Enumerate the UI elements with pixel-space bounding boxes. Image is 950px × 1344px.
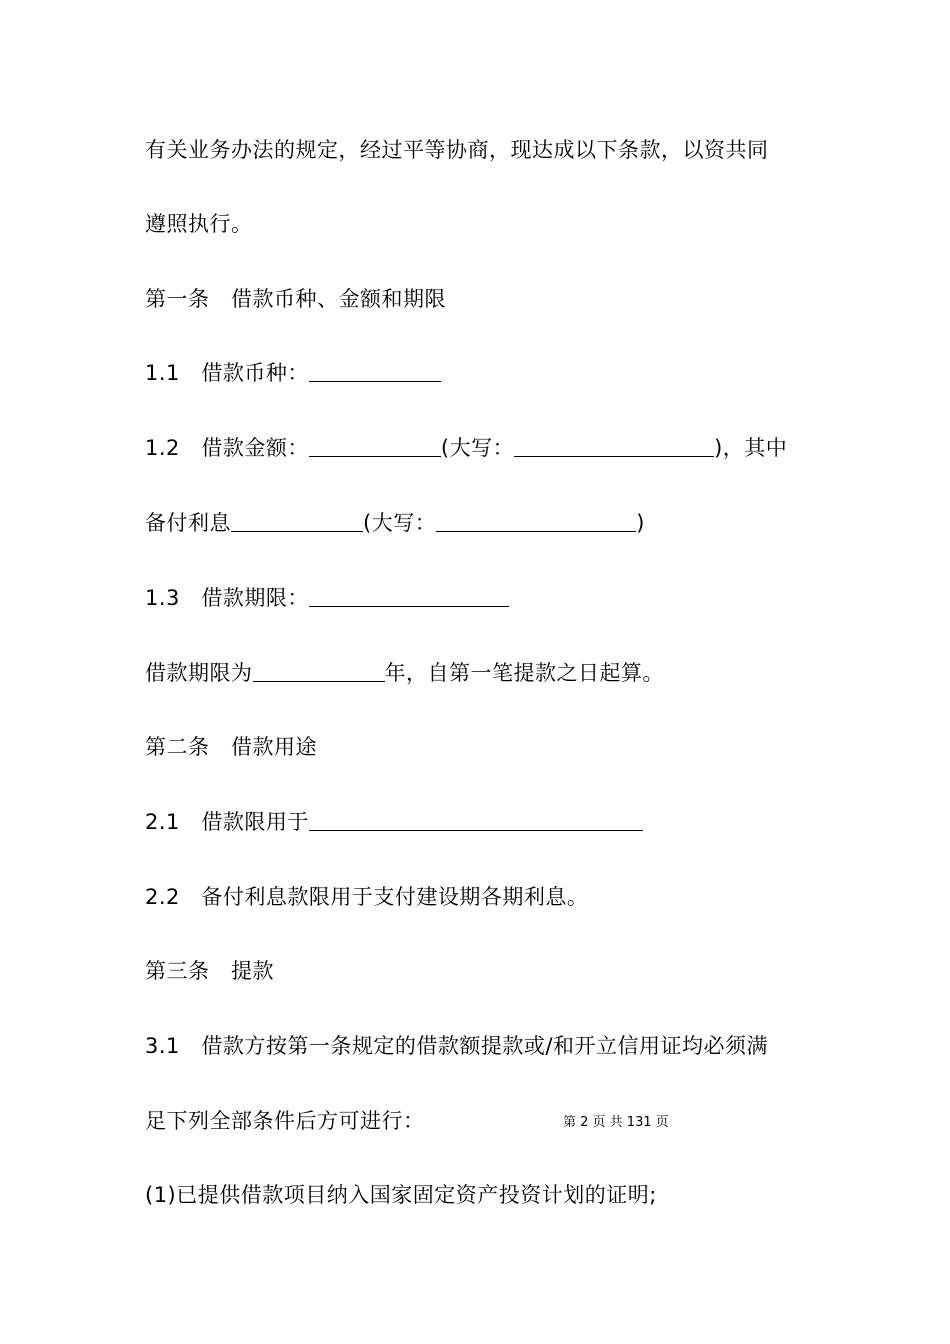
clause-1-1-label: 1.1 借款币种： <box>145 361 309 385</box>
amount-uppercase-blank <box>514 434 714 457</box>
currency-blank <box>309 359 441 382</box>
condition-1: (1)已提供借款项目纳入国家固定资产投资计划的证明; <box>145 1183 657 1207</box>
article-3-heading: 第三条 提款 <box>145 959 274 983</box>
uppercase-label: (大写： <box>440 436 515 460</box>
clause-1-2-tail: )，其中 <box>714 436 788 460</box>
paragraph-line: 遵照执行。 <box>145 212 253 236</box>
clause-1-2 <box>145 434 787 462</box>
article-2-heading: 第二条 借款用途 <box>145 735 317 759</box>
page-number: 第 2 页 共 131 页 <box>563 1115 669 1130</box>
term-years-label: 借款期限为 <box>145 661 253 685</box>
clause-2-1-label: 2.1 借款限用于 <box>145 810 309 834</box>
purpose-blank <box>309 808 643 831</box>
clause-1-3-label: 1.3 借款期限： <box>145 586 309 610</box>
years-blank <box>253 659 385 682</box>
interest-reserve-blank <box>231 509 363 532</box>
clause-1-3 <box>145 584 509 612</box>
term-years-line <box>145 659 664 687</box>
clause-3-1: 3.1 借款方按第一条规定的借款额提款或/和开立信用证均必须满 <box>145 1034 768 1058</box>
amount-blank <box>309 434 441 457</box>
clause-2-2: 2.2 备付利息款限用于支付建设期各期利息。 <box>145 885 589 909</box>
uppercase-label: (大写： <box>363 511 437 535</box>
interest-uppercase-blank <box>436 509 636 532</box>
clause-2-1 <box>145 808 643 836</box>
clause-1-2-label: 1.2 借款金额： <box>145 436 309 460</box>
interest-reserve-line <box>145 509 645 537</box>
clause-3-1-continued: 足下列全部条件后方可进行： <box>145 1109 425 1133</box>
clause-1-1 <box>145 359 441 387</box>
term-years-tail: 年，自第一笔提款之日起算。 <box>384 661 664 685</box>
closing-paren: ) <box>636 511 645 535</box>
paragraph-line: 有关业务办法的规定，经过平等协商，现达成以下条款，以资共同 <box>145 138 769 162</box>
term-blank <box>309 584 509 607</box>
article-1-heading: 第一条 借款币种、金额和期限 <box>145 287 446 311</box>
interest-reserve-label: 备付利息 <box>145 511 231 535</box>
